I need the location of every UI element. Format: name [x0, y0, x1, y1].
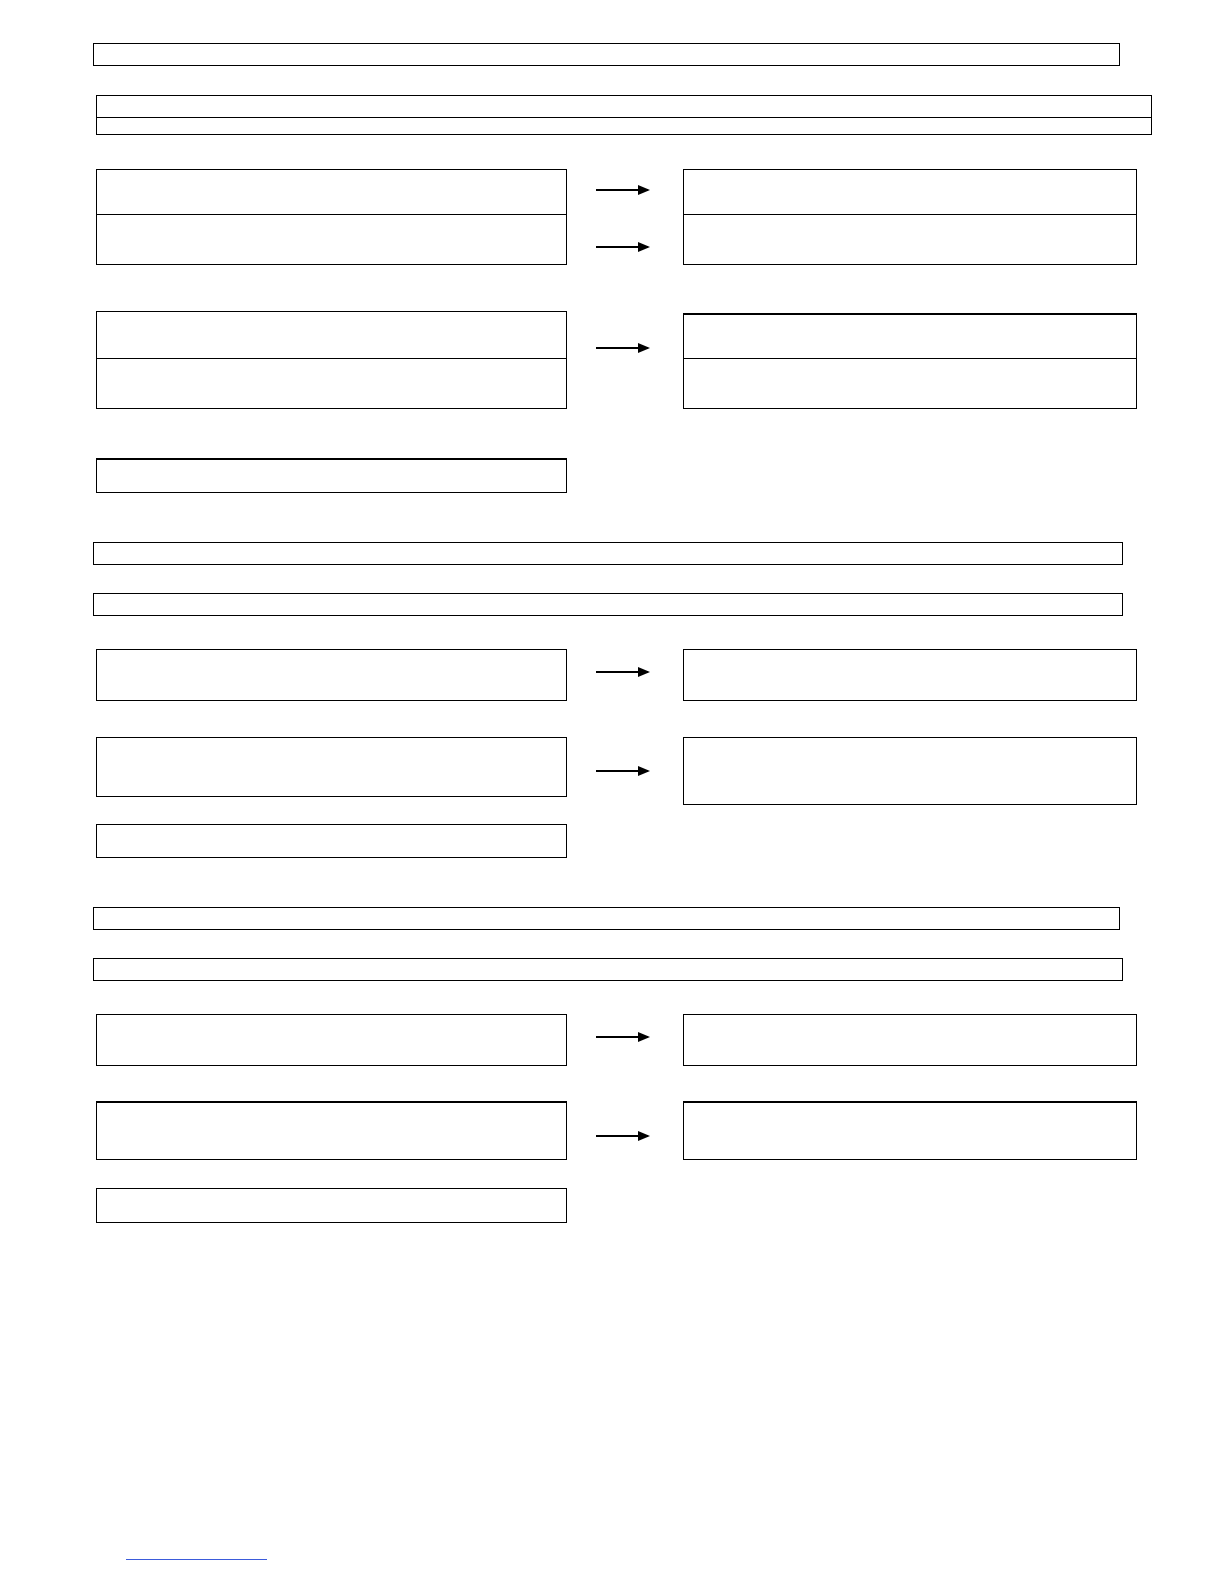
section-1-row-1-source-divider — [97, 214, 566, 215]
section-2-subheader-bar — [93, 593, 1123, 616]
section-3-subheader-bar — [93, 958, 1123, 981]
section-1-row-2-target-divider — [684, 358, 1136, 359]
arrow-right-icon — [596, 341, 650, 355]
section-1-row-2-target-box — [683, 313, 1137, 409]
section-1-header-table — [96, 95, 1152, 135]
section-1-row-1-source-box — [96, 169, 567, 265]
section-1-row-1-target-divider — [684, 214, 1136, 215]
arrow-right-icon — [596, 1030, 650, 1044]
arrow-right-icon — [596, 183, 650, 197]
section-1-row-1-target-box — [683, 169, 1137, 265]
section-3-row-2-target-box — [683, 1101, 1137, 1160]
arrow-right-icon — [596, 240, 650, 254]
section-2-footer-box — [96, 824, 567, 858]
footnote-separator-line — [126, 1559, 267, 1560]
section-2-row-1-source-box — [96, 649, 567, 701]
arrow-right-icon — [596, 665, 650, 679]
section-3-header-bar — [93, 907, 1120, 930]
arrow-right-icon — [596, 764, 650, 778]
section-2-header-bar — [93, 542, 1123, 565]
section-3-footer-box — [96, 1188, 567, 1223]
section-1-row-2-source-divider — [97, 358, 566, 359]
section-2-row-2-target-box — [683, 737, 1137, 805]
section-1-footer-box — [96, 458, 567, 493]
section-3-row-2-source-box — [96, 1101, 567, 1160]
section-2-row-1-target-box — [683, 649, 1137, 701]
section-3-row-1-target-box — [683, 1014, 1137, 1066]
section-1-header-bar — [93, 43, 1120, 66]
section-1-header-table-divider — [97, 117, 1151, 118]
arrow-right-icon — [596, 1129, 650, 1143]
section-2-row-2-source-box — [96, 737, 567, 797]
section-3-row-1-source-box — [96, 1014, 567, 1066]
section-1-row-2-source-box — [96, 311, 567, 409]
